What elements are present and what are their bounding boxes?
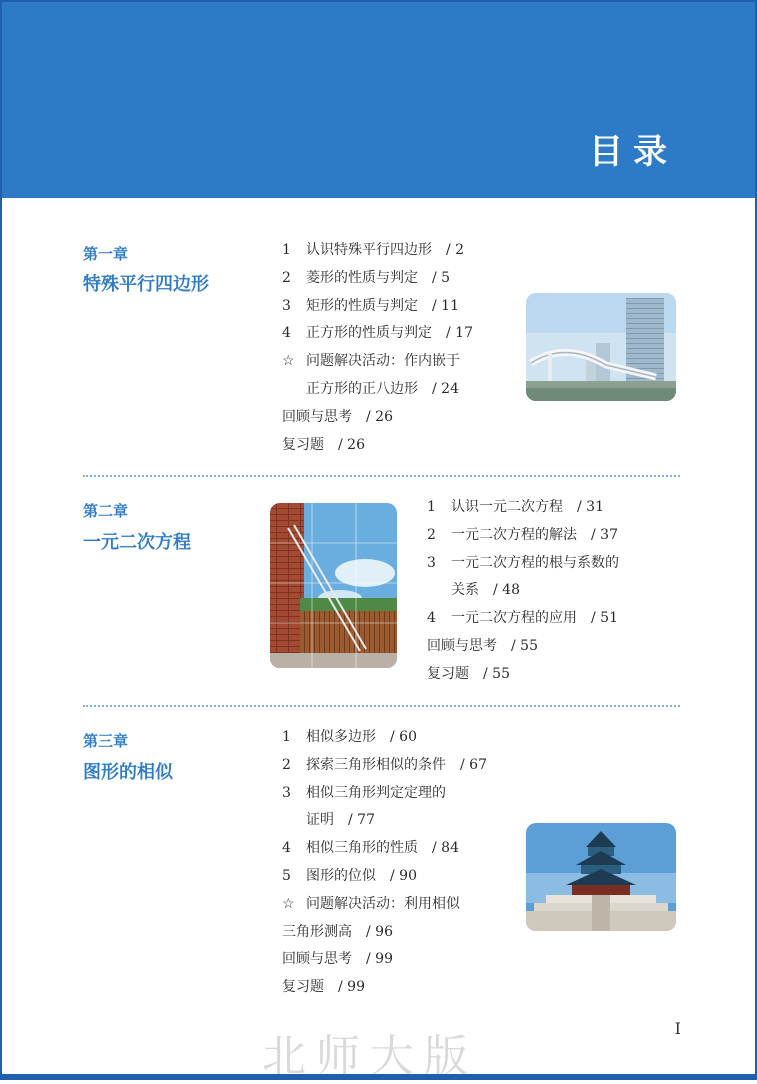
toc-entry-number: 2 — [282, 269, 291, 286]
toc-entry-text: 相似三角形判定定理的 — [306, 784, 446, 801]
toc-entry[interactable] — [282, 376, 473, 404]
toc-entry-text: 三角形测高 / 96 — [282, 923, 393, 940]
publisher-watermark: 北师大版 — [262, 1031, 478, 1082]
toc-entry-text: 探索三角形相似的条件 / 67 — [306, 756, 487, 773]
toc-entry[interactable] — [282, 293, 473, 321]
toc-entry-text: 认识特殊平行四边形 / 2 — [306, 242, 465, 258]
toc-entry[interactable] — [282, 752, 487, 780]
page-title: 目录 — [589, 132, 677, 172]
toc-entry[interactable] — [427, 605, 619, 633]
toc-entry[interactable] — [282, 348, 473, 376]
toc-entry[interactable] — [282, 404, 473, 432]
toc-entry-text: 相似多边形 / 60 — [306, 729, 417, 745]
toc-entry[interactable] — [427, 633, 619, 661]
chapter-2-photo-ladder-wall — [270, 503, 397, 668]
toc-entry-text: 正方形的性质与判定 / 17 — [306, 325, 473, 342]
toc-entry-text: 回顾与思考 / 55 — [427, 637, 538, 654]
toc-entry-text: 一元二次方程的应用 / 51 — [451, 610, 618, 627]
chapter-3-toc — [282, 724, 487, 1002]
toc-entry[interactable] — [282, 946, 487, 974]
toc-entry-number: 3 — [427, 554, 436, 571]
page-number: I — [674, 1019, 681, 1038]
toc-entry-text: 图形的位似 / 90 — [306, 867, 417, 884]
toc-entry-text: 复习题 / 99 — [282, 979, 365, 996]
toc-entry-text: 证明 / 77 — [306, 812, 375, 829]
toc-entry-number: 1 — [282, 729, 291, 745]
toc-entry[interactable] — [282, 807, 487, 835]
toc-entry-number: 4 — [282, 840, 291, 857]
chapter-1-label: 第一章 — [83, 245, 129, 263]
toc-entry-text: 复习题 / 55 — [427, 665, 510, 682]
toc-entry-text: 相似三角形的性质 / 84 — [306, 840, 459, 857]
toc-entry[interactable] — [427, 577, 619, 605]
chapter-1-title: 特殊平行四边形 — [83, 274, 209, 295]
chapter-1-photo-bridge-buildings — [526, 293, 676, 401]
chapter-2-title: 一元二次方程 — [83, 532, 191, 553]
chapter-divider — [83, 475, 680, 477]
toc-entry[interactable] — [282, 265, 473, 293]
toc-entry-text: 菱形的性质与判定 / 5 — [306, 269, 451, 286]
toc-entry-number: 1 — [427, 499, 436, 515]
toc-entry-number: ☆ — [282, 895, 295, 912]
header-banner — [0, 0, 757, 198]
chapter-1-toc — [282, 237, 473, 459]
toc-entry-text: 关系 / 48 — [451, 582, 520, 599]
toc-entry[interactable] — [282, 724, 487, 752]
toc-entry-text: 问题解决活动：作内嵌于 — [306, 353, 460, 370]
chapter-3-label: 第三章 — [83, 732, 129, 750]
toc-entry-text: 一元二次方程的根与系数的 — [451, 554, 619, 571]
toc-entry-number: 2 — [282, 756, 291, 773]
toc-entry[interactable] — [282, 320, 473, 348]
toc-entry-text: 一元二次方程的解法 / 37 — [451, 526, 618, 543]
toc-entry-number: ☆ — [282, 353, 295, 370]
toc-entry[interactable] — [427, 494, 619, 522]
toc-entry-number: 1 — [282, 242, 291, 258]
chapter-2-toc — [427, 494, 619, 689]
chapter-3-title: 图形的相似 — [83, 762, 173, 783]
toc-entry-number: 4 — [282, 325, 291, 342]
toc-entry[interactable] — [427, 661, 619, 689]
toc-entry-number: 2 — [427, 526, 436, 543]
toc-entry[interactable] — [282, 432, 473, 460]
chapter-2-label: 第二章 — [83, 502, 129, 520]
toc-entry-number: 5 — [282, 867, 291, 884]
toc-entry-text: 问题解决活动：利用相似 — [306, 895, 460, 912]
toc-entry[interactable] — [282, 974, 487, 1002]
toc-entry[interactable] — [282, 919, 487, 947]
toc-entry[interactable] — [427, 550, 619, 578]
toc-entry[interactable] — [282, 780, 487, 808]
toc-entry-text: 认识一元二次方程 / 31 — [451, 499, 604, 515]
toc-entry-text: 复习题 / 26 — [282, 436, 365, 453]
toc-entry-text: 正方形的正八边形 / 24 — [306, 380, 459, 397]
toc-entry[interactable] — [282, 237, 473, 265]
toc-entry-number: 4 — [427, 610, 436, 627]
toc-entry[interactable] — [282, 891, 487, 919]
toc-entry-text: 回顾与思考 / 99 — [282, 951, 393, 968]
toc-entry-text: 回顾与思考 / 26 — [282, 408, 393, 425]
toc-entry-number: 3 — [282, 297, 291, 314]
toc-entry[interactable] — [282, 835, 487, 863]
toc-entry-text: 矩形的性质与判定 / 11 — [306, 297, 459, 314]
toc-entry-number: 3 — [282, 784, 291, 801]
toc-entry[interactable] — [282, 863, 487, 891]
chapter-3-photo-temple — [526, 823, 676, 931]
toc-entry[interactable] — [427, 522, 619, 550]
chapter-divider — [83, 705, 680, 707]
